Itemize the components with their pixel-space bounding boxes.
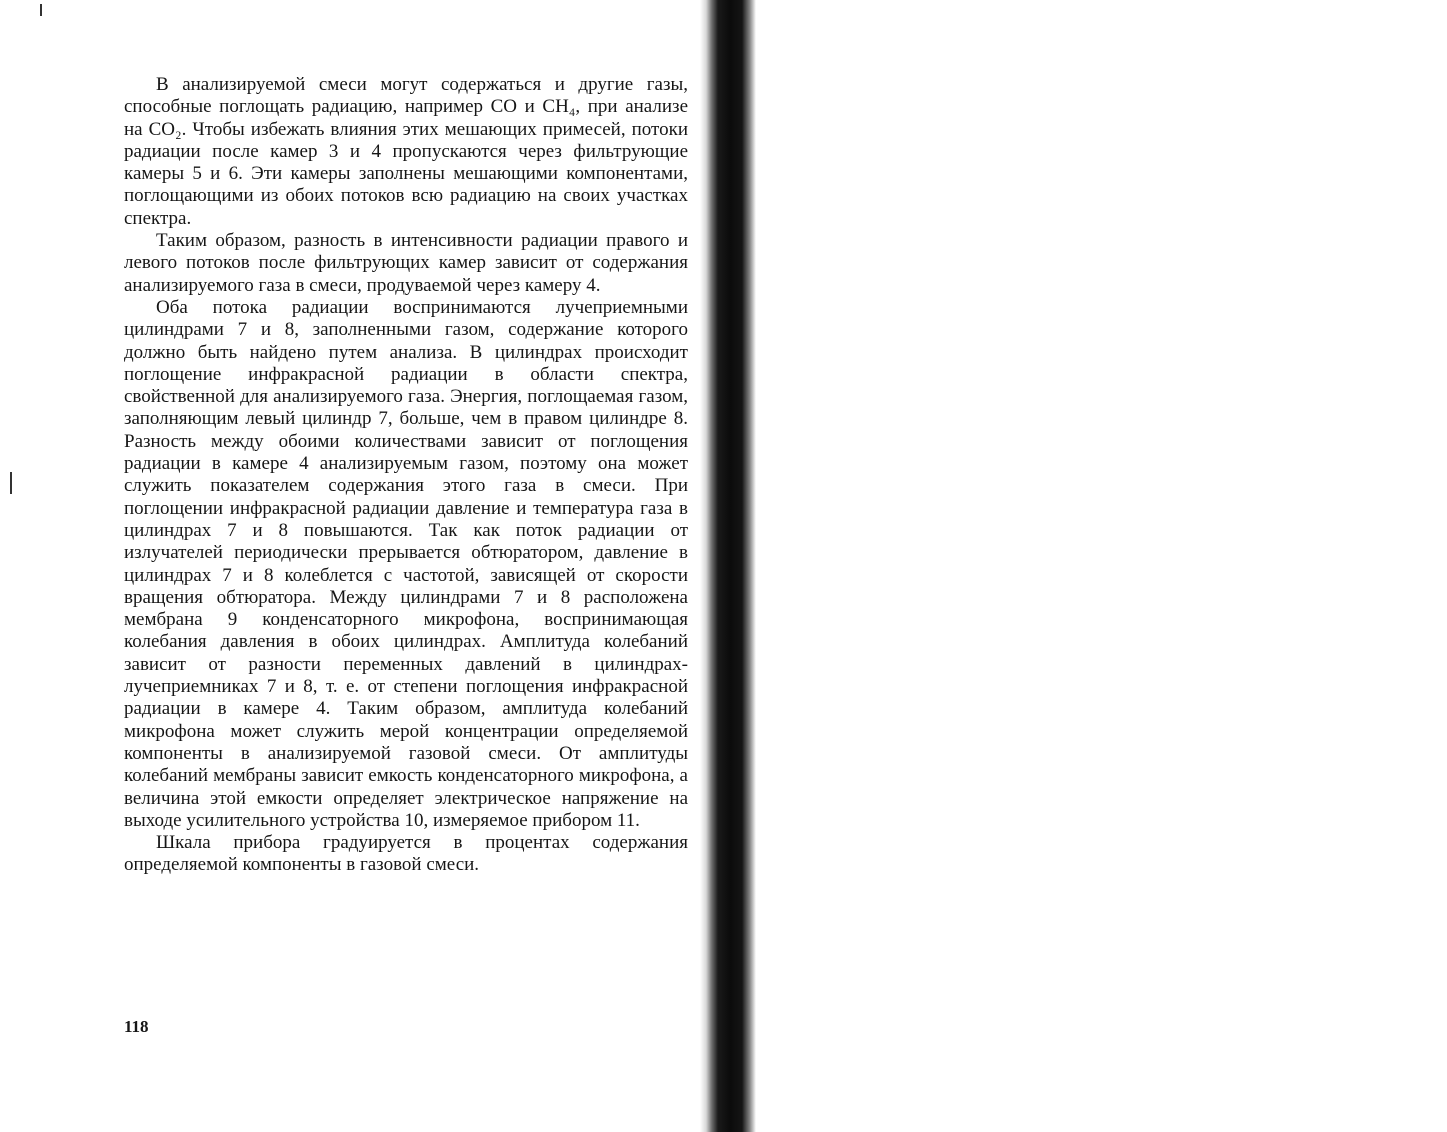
paragraph: Таким образом, разность в интенсивности радиации правого и левого потоков после фильтрующих камер зависит от содержания анализируемого газа в смеси, продуваемой через камеру 4. xyxy=(124,230,688,296)
left-page-body xyxy=(124,74,688,877)
right-page xyxy=(752,0,1447,1132)
page-number: 118 xyxy=(124,1017,149,1036)
scan-mark xyxy=(40,4,42,16)
scan-mark xyxy=(10,472,12,494)
paragraph: В анализируемой смеси могут содержаться и другие газы, способные поглощать радиацию, например СО и CH₄, при анализе на CO₂. Чтобы избежать влияния этих мешающих примесей, потоки радиации после камер 3 и 4 пропускаются через фильтрующие камеры 5 и 6. Эти камеры заполнены мешающими компонентами, поглощающими из обоих потоков всю радиацию на своих участках спектра. xyxy=(124,74,688,229)
book-gutter xyxy=(700,0,756,1132)
left-page xyxy=(0,0,710,1132)
paragraph: Шкала прибора градуируется в процентах содержания определяемой компоненты в газовой смеси. xyxy=(124,832,688,876)
paragraph: Оба потока радиации воспринимаются лучеприемными цилиндрами 7 и 8, заполненными газом, содержание которого должно быть найдено путем анализа. В цилиндрах происходит поглощение инфракрасной радиации в области спектра, свойственной для анализируемого газа. Энергия, поглощаемая газом, заполняющим левый цилиндр 7, больше, чем в правом цилиндре 8. Разность между обоими количествами зависит от поглощения радиации в камере 4 анализируемым газом, поэтому она может служить показателем содержания этого газа в смеси. При поглощении инфракрасной радиации давление и температура газа в цилиндрах 7 и 8 повышаются. Так как поток радиации от излучателей периодически прерывается обтюратором, давление в цилиндрах 7 и 8 колеблется с частотой, зависящей от скорости вращения обтюратора. Между цилиндрами 7 и 8 расположена мембрана 9 конденсаторного микрофона, воспринимающая колебания давления в обоих цилиндрах. Амплитуда колебаний зависит от разности переменных давлений в цилиндрах-лучеприемниках 7 и 8, т. е. от степени поглощения инфракрасной радиации в камере 4. Таким образом, амплитуда колебаний микрофона может служить мерой концентрации определяемой компоненты в анализируемой газовой смеси. От амплитуды колебаний мембраны зависит емкость конденсаторного микрофона, а величина этой емкости определяет электрическое напряжение на выходе усилительного устройства 10, измеряемое прибором 11. xyxy=(124,296,688,831)
